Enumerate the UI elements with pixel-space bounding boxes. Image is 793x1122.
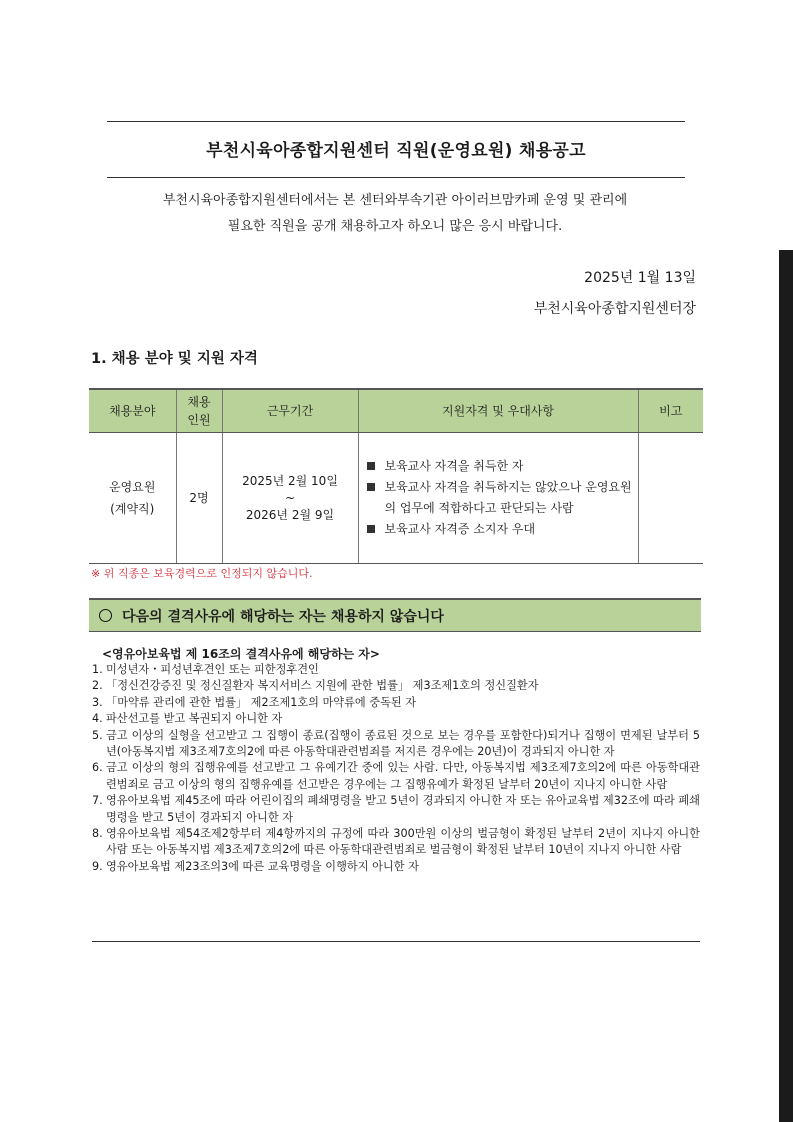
list-item: 3. 「마약류 관리에 관한 법률」 제2조제1호의 마약류에 중독된 자 [92,695,417,709]
career-note: ※ 위 직종은 보육경력으로 인정되지 않습니다. [91,567,313,580]
disqualification-list [92,662,700,875]
intro-line-2: 필요한 직원을 공개 채용하고자 하오니 많은 응시 바랍니다. [227,219,563,234]
cell-count: 2명 [176,433,222,564]
law-heading: <영유아보육법 제 16조의 결격사유에 해당하는 자> [102,647,380,661]
cell-remarks [638,433,703,564]
header-period: 근무기간 [222,389,358,433]
announcement-date: 2025년 1월 13일 [584,270,696,286]
square-bullet-icon [367,525,375,533]
qualification-item: 보육교사 자격증 소지자 우대 [363,519,634,540]
intro-line-1: 부천시육아종합지원센터에서는 본 센터와부속기관 아이러브맘카페 운영 및 관리에 [162,193,628,208]
list-item: 1. 미성년자・피성년후견인 또는 피한정후견인 [92,663,319,676]
bottom-rule [92,941,700,942]
title-top-rule [107,121,685,122]
page-title: 부천시육아종합지원센터 직원(운영요원) 채용공고 [206,141,586,161]
list-item: 6. 금고 이상의 형의 집행유예를 선고받고 그 유예기간 중에 있는 사람. 다만, 아동복지법 제3조제7호의2에 따른 아동학대관련범죄로 금고 이상의 형의 집행유예를 선고받은 경우에는 그 집행유예가 확정된 날부터 20년이 지나지 아니한 사람 [92,761,700,791]
scan-edge-mark [779,250,793,1122]
section-1-heading: 1. 채용 분야 및 지원 자격 [91,351,258,367]
recruitment-table [89,388,703,564]
list-item: 7. 영유아보육법 제45조에 따라 어린이집의 폐쇄명령을 받고 5년이 경과되지 아니한 자 또는 유아교육법 제32조에 따라 폐쇄명령을 받고 5년이 경과되지 아니한 자 [92,794,700,824]
list-item: 4. 파산선고를 받고 복권되지 아니한 자 [92,712,283,726]
field-line2: (계약직) [110,502,155,516]
header-qualifications: 지원자격 및 우대사항 [358,389,638,433]
qualification-item: 보육교사 자격을 취득하지는 않았으나 운영요원의 업무에 적합하다고 판단되는 사람 [363,477,634,519]
header-count-line2: 인원 [187,413,211,427]
cell-period [222,433,358,564]
title-bottom-rule [107,177,685,178]
cell-qualifications [358,433,638,564]
list-item: 5. 금고 이상의 실형을 선고받고 그 집행이 종료(집행이 종료된 것으로 보는 경우를 포함한다)되거나 집행이 면제된 날부터 5년(아동복지법 제3조제7호의2에 따른 아동학대관련범죄를 저지른 경우에는 20년)이 경과되지 아니한 자 [92,728,700,759]
header-field: 채용분야 [89,389,176,433]
issuer-name: 부천시육아종합지원센터장 [533,301,696,317]
cell-field [89,433,176,564]
square-bullet-icon [367,483,375,491]
table-row [89,433,703,564]
table-header-row [89,389,703,433]
list-item: 8. 영유아보육법 제54조제2항부터 제4항까지의 규정에 따라 300만원 이상의 벌금형이 확정된 날부터 2년이 지나지 아니한 사람 또는 아동복지법 제3조제7호의2에 따른 아동학대관련범죄로 벌금형이 확정된 날부터 10년이 지나지 아니한 사람 [92,827,700,857]
header-count [176,389,222,433]
period-end: 2026년 2월 9일 [245,508,335,522]
banner-text: 다음의 결격사유에 해당하는 자는 채용하지 않습니다 [122,608,444,625]
qualification-item: 보육교사 자격을 취득한 자 [363,456,634,477]
intro-paragraph [95,188,695,240]
period-start: 2025년 2월 10일 [242,474,338,488]
disqualification-banner [89,598,701,632]
header-count-line1: 채용 [187,395,211,409]
period-separator: ~ [284,491,296,505]
header-remarks: 비고 [638,389,703,433]
field-line1: 운영요원 [109,480,156,494]
list-item: 2. 「정신건강증진 및 정신질환자 복지서비스 지원에 관한 법률」 제3조제1호의 정신질환자 [92,679,539,693]
circle-bullet-icon [99,609,112,622]
square-bullet-icon [367,462,375,470]
list-item: 9. 영유아보육법 제23조의3에 따른 교육명령을 이행하지 아니한 자 [92,859,419,873]
